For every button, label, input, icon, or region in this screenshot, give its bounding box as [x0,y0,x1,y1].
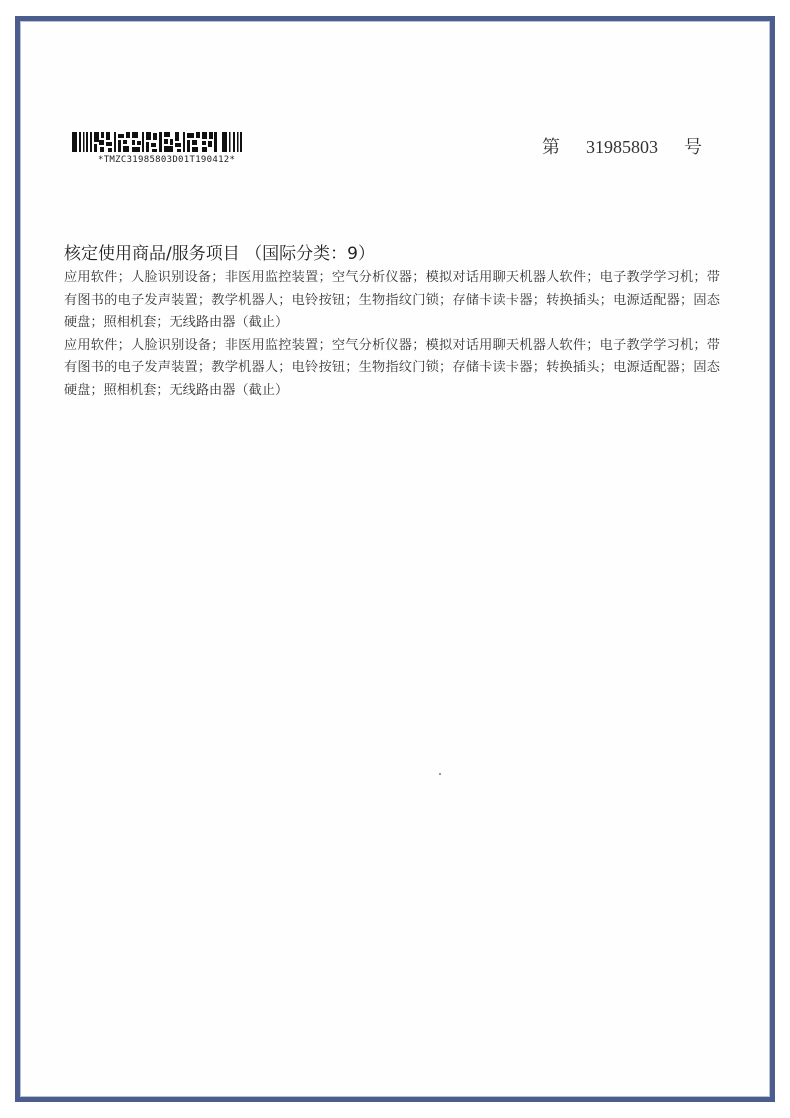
speck-mark [439,773,441,775]
goods-list [64,267,720,403]
barcode-image [72,130,264,154]
registration-prefix: 第 [542,137,560,158]
document-border [15,16,775,1102]
goods-paragraph: 应用软件；人脸识别设备；非医用监控装置；空气分析仪器；模拟对话用聊天机器人软件；电子教学学习机；带有图书的电子发声装置；教学机器人；电铃按钮；生物指纹门锁；存储卡读卡器；转换插头；电源适配器；固态硬盘；照相机套；无线路由器（截止） [64,337,720,398]
section-title: 核定使用商品/服务项目 （国际分类：9） [64,244,375,264]
barcode-text: *TMZC31985803D01T190412* [98,155,236,165]
registration-number-value: 31985803 [586,137,658,157]
barcode-block [72,130,272,165]
registration-suffix: 号 [684,137,702,158]
registration-number [542,133,702,159]
goods-paragraph: 应用软件；人脸识别设备；非医用监控装置；空气分析仪器；模拟对话用聊天机器人软件；电子教学学习机；带有图书的电子发声装置；教学机器人；电铃按钮；生物指纹门锁；存储卡读卡器；转换插头；电源适配器；固态硬盘；照相机套；无线路由器（截止） [64,270,720,331]
